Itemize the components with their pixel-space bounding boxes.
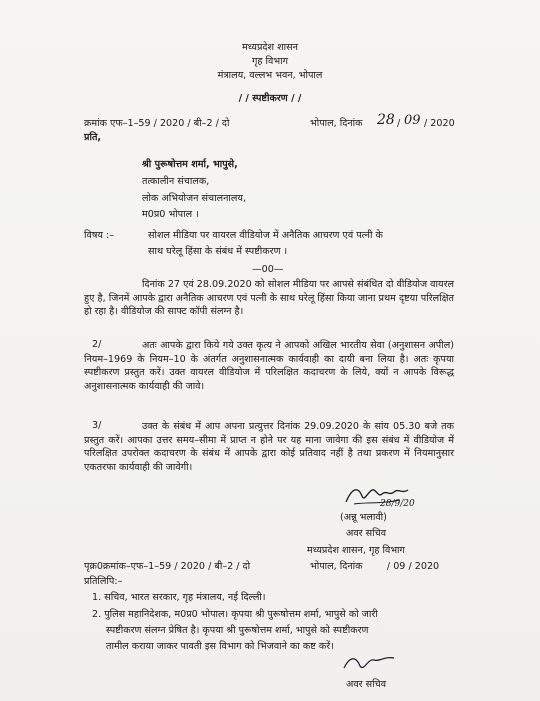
addressee-line: लोक अभियोजन संचालनालय,	[142, 193, 247, 204]
place-date-label: भोपाल, दिनांक	[310, 118, 363, 129]
paragraph-2-number: 2/	[92, 339, 102, 350]
copy-item-continuation: स्पष्टीकरण संलग्न प्रेषित है। कृपया श्री पुरूषोत्तम शर्मा, भापुसे को स्पष्टीकरण	[106, 625, 369, 636]
date-year: / 2020	[424, 118, 455, 129]
copy-label: प्रतिलिपि:–	[84, 576, 123, 587]
initials-signature	[340, 652, 400, 676]
document-title: / / स्पष्टीकरण / /	[238, 93, 302, 104]
subject-label: विषय :–	[84, 230, 115, 241]
addressee-line: तत्कालीन संचालक,	[142, 176, 210, 187]
signature-date: 28/9/20	[380, 499, 415, 509]
paragraph-1: दिनांक 27 एवं 28.09.2020 को सोशल मीडिया पर आपसे संबंधित दो वीडियोज वायरल हुए है, जिनमें आपके द्वारा अनैतिक आचरण एवं पत्नी के साथ घरेलू हिंसा किया जाना प्रथम दृष्टया परिलक्षित हो रहा है। वीडियोज की साफ्ट कॉपी संलग्न है।	[84, 279, 454, 318]
addressee-line: म0प्र0 भोपाल ।	[142, 209, 199, 220]
govt-name: मध्यप्रदेश शासन	[242, 42, 298, 53]
handwritten-month: 09	[404, 113, 421, 128]
subject-separator: —00—	[252, 264, 284, 275]
department-name: गृह विभाग	[252, 56, 288, 67]
handwritten-day: 28	[377, 112, 395, 128]
reference-number: क्रमांक एफ–1–59 / 2020 / बी–2 / दो	[84, 118, 230, 129]
endorsement-designation: अवर सचिव	[346, 679, 387, 690]
office-address: मंत्रालय, वल्लभ भवन, भोपाल	[217, 70, 323, 81]
copy-item: 1. सचिव, भारत सरकार, गृह मंत्रालय, नई दिल्ली।	[92, 592, 266, 603]
addressee-prefix: प्रति,	[84, 132, 102, 143]
paragraph-3-number: 3/	[92, 420, 102, 431]
copy-item-continuation: तामील कराया जाकर पावती इस विभाग को भिजवाने का कष्ट करें।	[106, 641, 334, 652]
copy-item: 2. पुलिस महानिदेशक, म0प्र0 भोपाल। कृपया श्री पुरूषोत्तम शर्मा, भापुसे को जारी	[92, 609, 378, 620]
subject-line: साथ घरेलू हिंसा के संबंध में स्पष्टीकरण ।	[148, 246, 288, 257]
endorsement-place-date: भोपाल, दिनांक / 09 / 2020	[310, 561, 440, 572]
paragraph-2: अतः आपके द्वारा किये गये उक्त कृत्य ने आपको अखिल भारतीय सेवा (अनुशासन अपील) नियम–1969 के नियम–10 के अंतर्गत अनुशासनात्मक कार्यवाही का दायी बना लिया है। अतः कृपया स्पष्टीकरण प्रस्तुत करें। उक्त वायरल वीडियोज में परिलक्षित कदाचरण के लिये, क्यों न आपके विरूद्ध अनुशासनात्मक कार्यवाही की जावे।	[84, 340, 454, 392]
addressee-name: श्री पुरूषोत्तम शर्मा, भापुसे,	[142, 159, 238, 170]
subject-line: सोशल मीडिया पर वायरल वीडियोज में अनैतिक आचरण एवं पत्नी के	[148, 230, 383, 241]
signatory-office: मध्यप्रदेश शासन, गृह विभाग	[307, 545, 405, 556]
paragraph-3: उक्त के संबंध में आप अपना प्रत्युत्तर दिनांक 29.09.2020 के सांय 05.30 बजे तक प्रस्तुत करें। आपका उत्तर समय–सीमा में प्राप्त न होने पर यह माना जावेगा की इस संबंध में वीडियोज में परिलक्षित उपरोक्त कदाचरण के संबंध में आपके द्वारा कोई प्रतिवाद नहीं है तथा प्रकरण में नियमानुसार एकतरफा कार्यवाही की जावेगी।	[84, 421, 454, 473]
signatory-name: (अन्नू भलावी)	[340, 512, 387, 523]
signatory-designation: अवर सचिव	[346, 528, 387, 539]
date-separator: /	[397, 118, 401, 129]
endorsement-number: पृक्र0क्रमांक–एफ–1–59 / 2020 / बी–2 / दो	[84, 561, 251, 572]
